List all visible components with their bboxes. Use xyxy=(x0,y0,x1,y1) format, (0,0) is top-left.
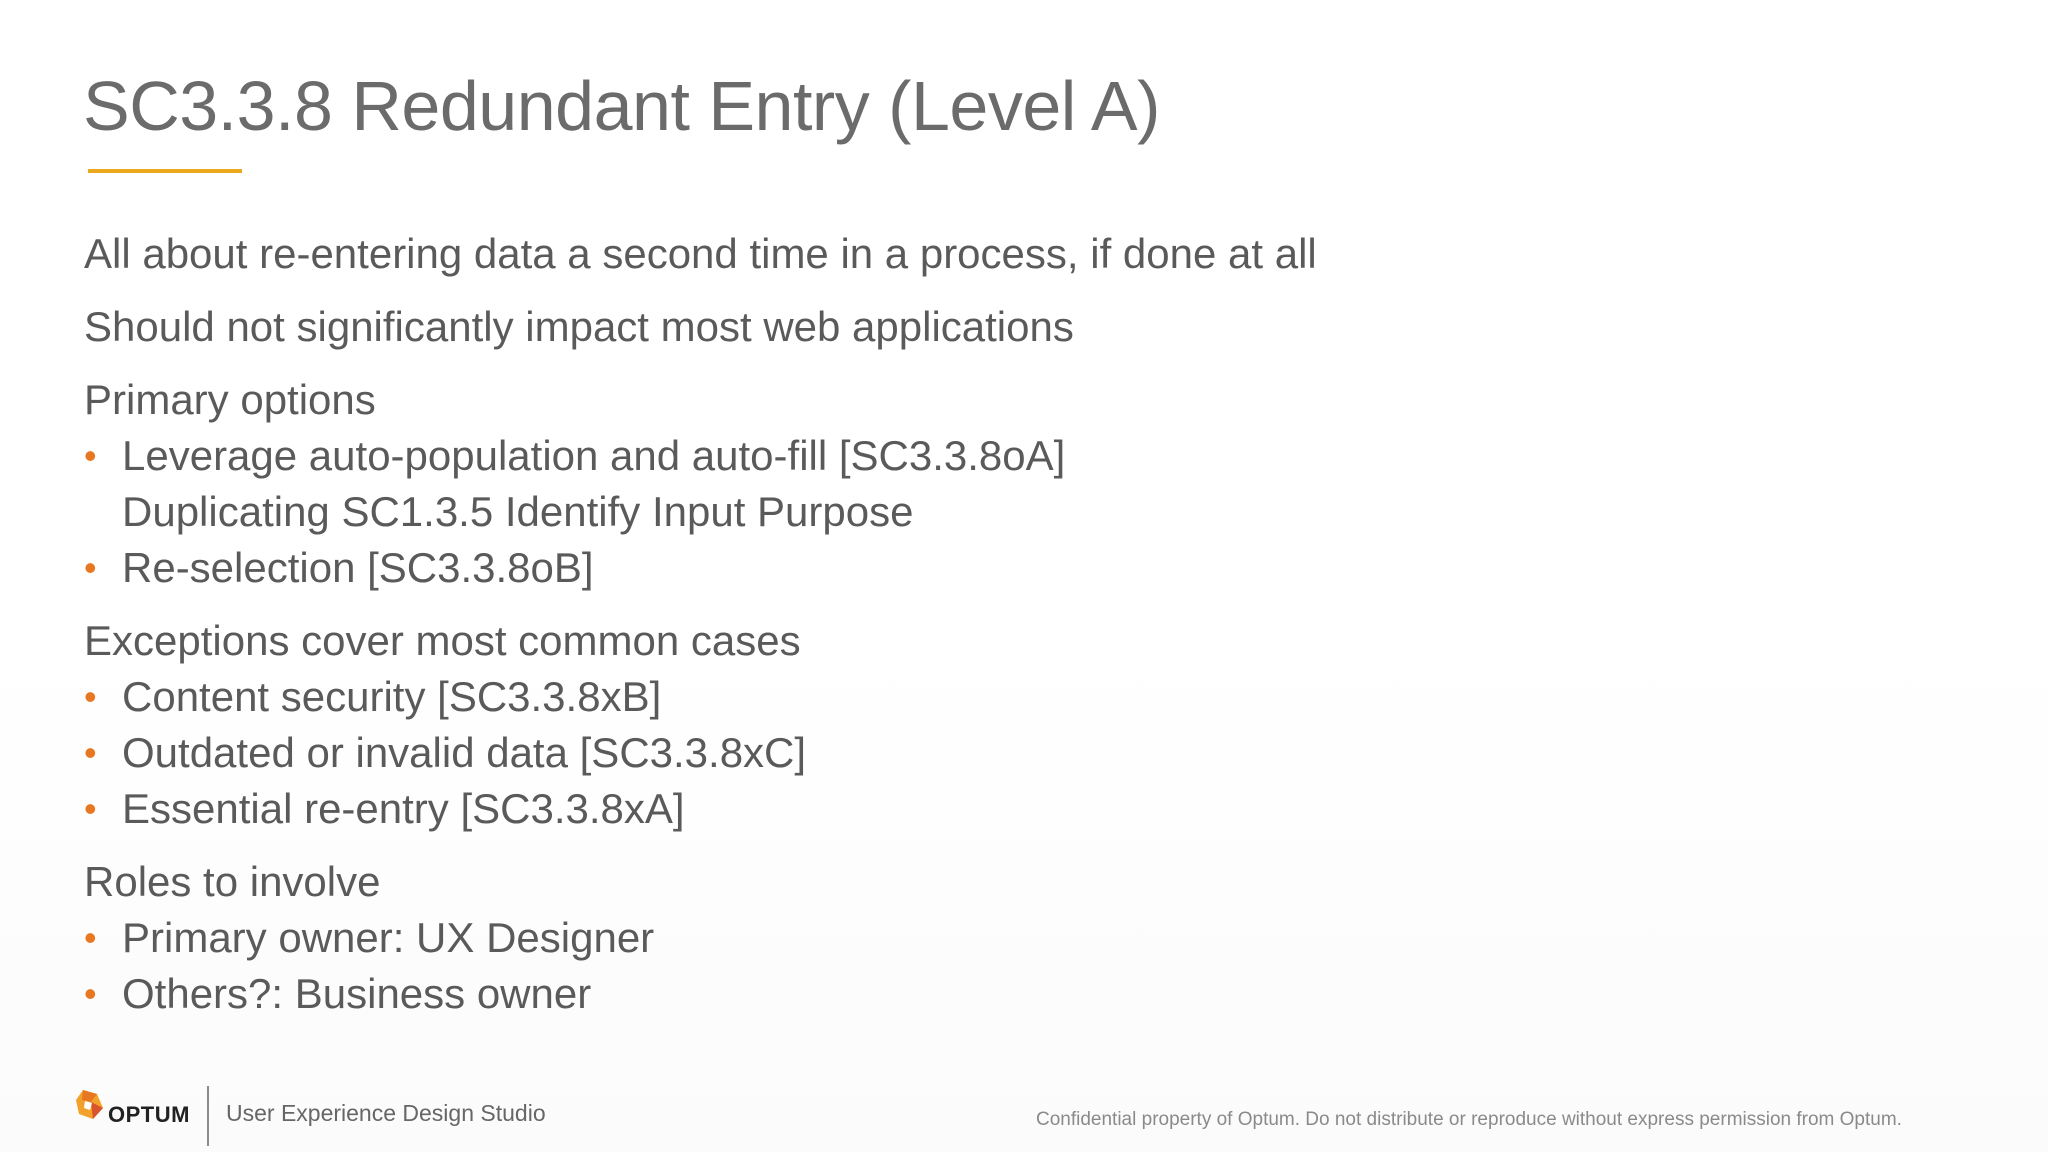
list-item xyxy=(84,725,1484,781)
list-item-continuation: Duplicating SC1.3.5 Identify Input Purpose xyxy=(122,488,914,535)
list-item xyxy=(84,669,1484,725)
bullet-icon: • xyxy=(84,547,97,588)
list-item-text: Content security [SC3.3.8xB] xyxy=(122,673,662,720)
bullet-icon: • xyxy=(84,732,97,773)
slide-title: SC3.3.8 Redundant Entry (Level A) xyxy=(83,67,1160,145)
list-item xyxy=(84,540,1484,596)
list-item-text: Others?: Business owner xyxy=(122,970,592,1017)
roles-heading: Roles to involve xyxy=(84,858,381,905)
list-item-text: Re-selection [SC3.3.8oB] xyxy=(122,544,594,591)
slide-footer xyxy=(0,1082,2048,1152)
list-item-text: Outdated or invalid data [SC3.3.8xC] xyxy=(122,729,807,776)
list-item-text: Essential re-entry [SC3.3.8xA] xyxy=(122,785,685,832)
primary-options-heading: Primary options xyxy=(84,376,376,423)
title-underline xyxy=(88,169,242,173)
intro-line-1: All about re-entering data a second time in a process, if done at all xyxy=(84,230,1317,277)
studio-name: User Experience Design Studio xyxy=(226,1100,546,1126)
optum-logo-text: OPTUM xyxy=(108,1102,190,1127)
bullet-icon: • xyxy=(84,788,97,829)
bullet-icon: • xyxy=(84,676,97,717)
list-item xyxy=(84,966,1484,1022)
list-item xyxy=(84,781,1484,837)
bullet-icon: • xyxy=(84,917,97,958)
footer-divider xyxy=(207,1086,209,1146)
bullet-icon: • xyxy=(84,435,97,476)
list-item-text: Primary owner: UX Designer xyxy=(122,914,655,961)
bullet-icon: • xyxy=(84,973,97,1014)
list-item xyxy=(84,428,1484,484)
optum-logo-icon xyxy=(73,1088,107,1122)
list-item xyxy=(84,910,1484,966)
list-item-text: Leverage auto-population and auto-fill [SC3.3.8oA] xyxy=(122,432,1066,479)
slide-body xyxy=(84,226,1484,1022)
intro-line-2: Should not significantly impact most web applications xyxy=(84,303,1074,350)
confidential-notice: Confidential property of Optum. Do not distribute or reproduce without express permission from Optum. xyxy=(1036,1109,1902,1130)
exceptions-heading: Exceptions cover most common cases xyxy=(84,617,801,664)
